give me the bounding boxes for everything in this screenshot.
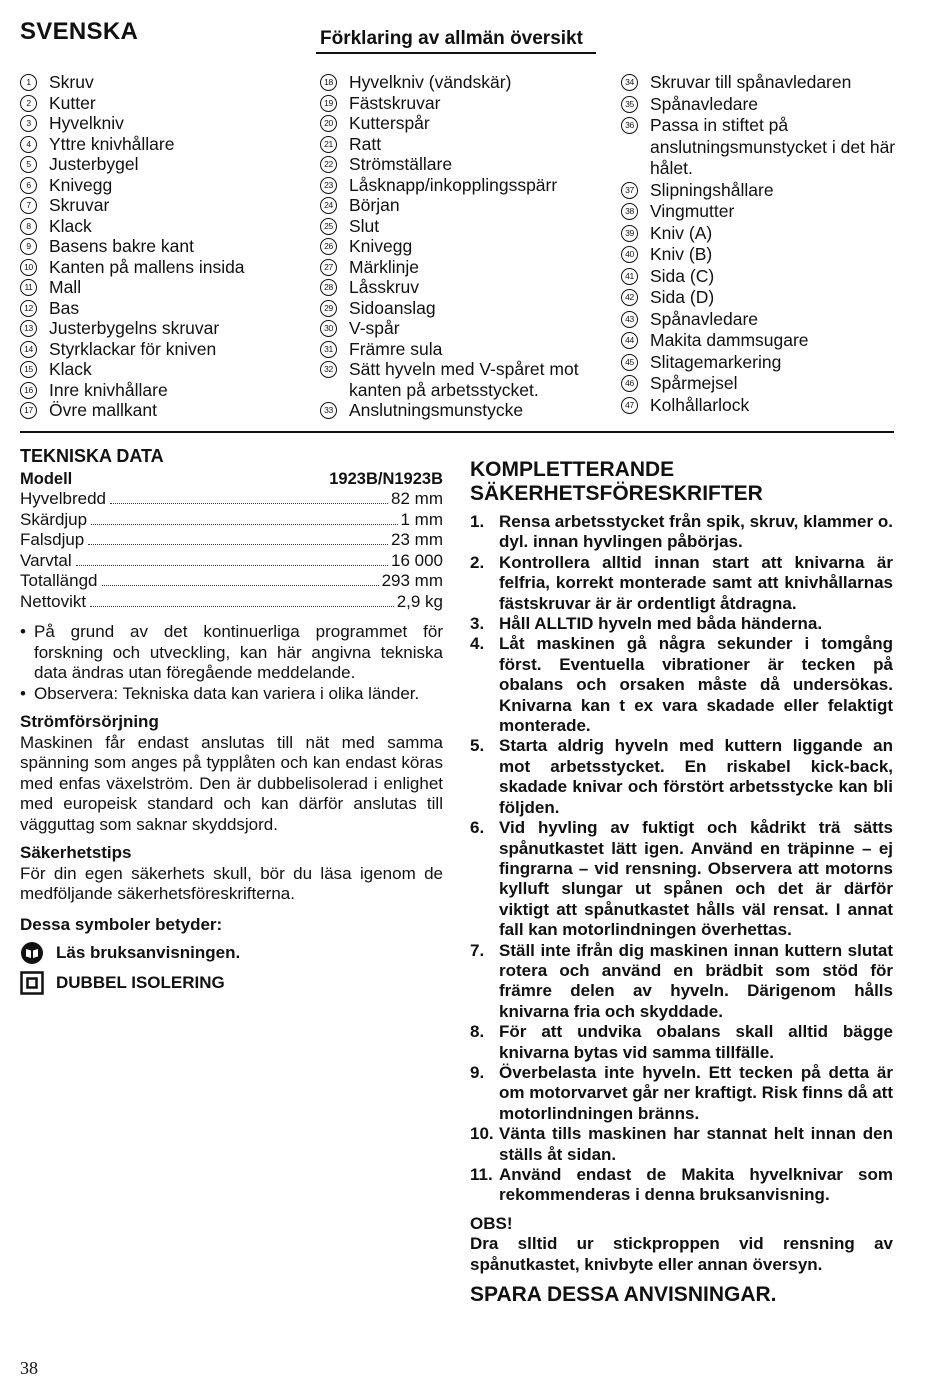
part-number-badge: 6 <box>20 177 37 194</box>
part-label: Bas <box>49 297 80 318</box>
rule-text: Överbelasta inte hyveln. Ett tecken på detta är om motorvarvet går ner kraftigt. Risk finns då att motorlindningen bränns. <box>499 1062 893 1123</box>
part-number-badge: 44 <box>621 332 638 349</box>
spec-leader-dots <box>88 544 388 545</box>
part-label: Strömställare <box>349 154 453 174</box>
part-label: Mall <box>49 277 82 297</box>
double-insulation-symbol-row <box>20 971 443 995</box>
part-number-badge: 40 <box>621 246 638 263</box>
part-item <box>621 330 896 352</box>
model-value: 1923B/N1923B <box>329 469 443 488</box>
part-label: Sidoanslag <box>349 297 436 318</box>
part-number-badge: 10 <box>20 259 37 276</box>
safety-rule <box>470 1124 893 1165</box>
part-item <box>621 395 896 417</box>
part-item <box>320 175 605 196</box>
part-label: Slipningshållare <box>650 179 774 200</box>
rule-text: Kontrollera alltid innan start att knivarna är felfria, korrekt monterade samt att knivhållarnas fästskruvar är är ordentligt åtdragna. <box>499 552 893 613</box>
spec-value: 23 mm <box>391 530 443 549</box>
overview-title: Förklaring av allmän översikt <box>320 28 583 49</box>
part-number-badge: 43 <box>621 311 638 328</box>
spec-row <box>20 510 443 531</box>
part-number-badge: 2 <box>20 95 37 112</box>
part-label: Hyvelkniv <box>49 113 124 133</box>
part-label: Styrklackar för kniven <box>49 338 217 359</box>
part-label: Knivegg <box>49 174 113 195</box>
safety-rules-list <box>470 512 893 1206</box>
power-title: Strömförsörjning <box>20 712 159 731</box>
spec-value: 1 mm <box>400 509 443 529</box>
part-item <box>320 195 605 216</box>
part-item <box>320 318 605 339</box>
rule-number: 3. <box>470 614 485 634</box>
spec-row <box>20 571 443 592</box>
rule-number: 9. <box>470 1062 485 1082</box>
part-number-badge: 27 <box>320 259 337 276</box>
part-label: Övre mallkant <box>49 400 157 420</box>
part-number-badge: 22 <box>320 156 337 173</box>
part-label: Klack <box>49 359 92 379</box>
part-number-badge: 42 <box>621 289 638 306</box>
safety-rule <box>470 941 893 1023</box>
part-item <box>621 309 896 331</box>
part-label: Klack <box>49 215 92 236</box>
rule-number: 2. <box>470 552 485 572</box>
spec-value: 16 000 <box>391 550 443 570</box>
spec-leader-dots <box>110 503 388 504</box>
part-number-badge: 29 <box>320 300 337 317</box>
safety-rule <box>470 512 893 553</box>
part-item <box>20 339 300 360</box>
part-label: Kniv (B) <box>650 244 713 264</box>
part-item <box>621 287 896 309</box>
part-number-badge: 19 <box>320 95 337 112</box>
part-label: Kutter <box>49 92 96 113</box>
part-number-badge: 12 <box>20 300 37 317</box>
safety-rule <box>470 634 893 736</box>
part-label: Början <box>349 195 400 215</box>
symbols-title: Dessa symboler betyder: <box>20 914 223 934</box>
obs-text: Dra slltid ur stickproppen vid rensning av spånutkastet, knivbyte eller annan översyn. <box>470 1234 893 1274</box>
part-label: Fästskruvar <box>349 92 441 113</box>
safety-rule <box>470 614 893 634</box>
part-label: Kniv (A) <box>650 222 713 243</box>
part-item <box>621 352 896 374</box>
rule-text: För att undvika obalans skall alltid bägge knivarna bytas vid samma tillfälle. <box>499 1022 893 1062</box>
part-label: Ratt <box>349 133 382 154</box>
part-item <box>320 216 605 237</box>
part-item <box>621 72 896 94</box>
read-manual-icon <box>20 941 44 965</box>
part-number-badge: 38 <box>621 203 638 220</box>
spec-table <box>20 489 443 612</box>
part-number-badge: 46 <box>621 375 638 392</box>
part-item <box>320 277 605 298</box>
tech-note-text: På grund av det kontinuerliga programmet för forskning och utveckling, kan här angivna tekniska data ändras utan föregående meddelande. <box>34 622 443 682</box>
part-number-badge: 47 <box>621 397 638 414</box>
part-item <box>20 277 300 298</box>
tech-notes <box>20 622 443 704</box>
part-label: Justerbygelns skruvar <box>49 318 220 338</box>
part-number-badge: 17 <box>20 402 37 419</box>
part-item <box>20 195 300 216</box>
rule-number: 5. <box>470 736 485 756</box>
part-label: Spårmejsel <box>650 373 738 393</box>
double-insulation-icon <box>20 971 44 995</box>
spec-label: Skärdjup <box>20 509 88 529</box>
part-item <box>320 93 605 114</box>
model-row <box>20 469 443 490</box>
read-manual-symbol-row <box>20 941 443 965</box>
part-item <box>20 298 300 319</box>
part-label: Skruvar till spånavledaren <box>650 72 852 92</box>
part-number-badge: 8 <box>20 218 37 235</box>
spec-label: Hyvelbredd <box>20 489 106 508</box>
save-instructions: SPARA DESSA ANVISNINGAR. <box>470 1283 777 1307</box>
part-item <box>621 94 896 116</box>
part-number-badge: 45 <box>621 354 638 371</box>
rule-text: Låt maskinen gå några sekunder i tomgång först. Eventuella vibrationer är tecken på obalans och orsaken måste då undersökas. Knivarna kan t ex vara skadade eller felaktigt monterade. <box>499 634 893 736</box>
spec-label: Varvtal <box>20 550 72 570</box>
part-label: Slut <box>349 215 380 236</box>
part-label: Kutterspår <box>349 113 430 133</box>
parts-column-2 <box>320 72 605 421</box>
tech-note-text: Observera: Tekniska data kan variera i olika länder. <box>34 683 420 703</box>
part-number-badge: 35 <box>621 96 638 113</box>
part-number-badge: 26 <box>320 238 337 255</box>
part-number-badge: 24 <box>320 197 337 214</box>
part-label: Makita dammsugare <box>650 330 809 350</box>
spec-value: 2,9 kg <box>396 591 443 611</box>
part-item <box>20 216 300 237</box>
part-number-badge: 15 <box>20 361 37 378</box>
safety-rule <box>470 818 893 940</box>
part-item <box>320 400 605 421</box>
bullet-icon: • <box>20 683 26 703</box>
part-item <box>621 244 896 266</box>
part-label: Skruv <box>49 72 94 92</box>
rule-text: Vid hyvling av fuktigt och kådrikt trä sätts spånutkastet lätt igen. Använd en träpinne – ej fingrarna – vid rensning. Observera att motorns kylluft slungar ut spånen och det är därför viktigt att spånutkastet hålls väl rensat. I annat fall kan motorlindningen överhettas. <box>499 818 893 940</box>
right-column <box>470 458 893 1305</box>
part-label: Vingmutter <box>650 201 735 221</box>
spec-label: Nettovikt <box>20 591 87 611</box>
part-label: V-spår <box>349 318 400 338</box>
safety-rule <box>470 553 893 614</box>
spec-row <box>20 489 443 510</box>
rule-number: 7. <box>470 940 485 960</box>
part-label: Hyvelkniv (vändskär) <box>349 72 512 92</box>
part-number-badge: 13 <box>20 320 37 337</box>
part-number-badge: 5 <box>20 156 37 173</box>
part-label: Knivegg <box>349 236 413 256</box>
part-label: Kanten på mallens insida <box>49 256 245 277</box>
spec-row <box>20 530 443 551</box>
rule-text: Vänta tills maskinen har stannat helt innan den ställs åt sidan. <box>499 1124 893 1164</box>
part-label: Passa in stiftet på anslutningsmunstycket i det här hålet. <box>650 115 896 178</box>
page-number: 38 <box>20 1358 38 1378</box>
obs-title: OBS! <box>470 1213 513 1233</box>
part-label: Basens bakre kant <box>49 236 194 256</box>
part-item <box>20 318 300 339</box>
part-label: Sida (D) <box>650 287 715 307</box>
safety-rules-title: KOMPLETTERANDE SÄKERHETSFÖRESKRIFTER <box>470 458 763 505</box>
part-number-badge: 18 <box>320 74 337 91</box>
parts-column-3 <box>621 72 896 416</box>
part-number-badge: 33 <box>320 402 337 419</box>
tech-note <box>20 684 443 705</box>
part-label: Yttre knivhållare <box>49 133 175 154</box>
safety-rule <box>470 1022 893 1063</box>
overview-underline <box>316 52 596 54</box>
part-item <box>20 359 300 380</box>
part-item <box>320 298 605 319</box>
part-item <box>320 134 605 155</box>
part-label: Kolhållarlock <box>650 394 750 415</box>
part-item <box>20 72 300 93</box>
part-number-badge: 25 <box>320 218 337 235</box>
part-label: Främre sula <box>349 338 443 359</box>
rule-number: 1. <box>470 512 485 531</box>
part-number-badge: 23 <box>320 177 337 194</box>
part-item <box>20 236 300 257</box>
rule-number: 11. <box>470 1165 493 1184</box>
part-number-badge: 16 <box>20 382 37 399</box>
section-divider <box>20 431 894 433</box>
spec-label: Totallängd <box>20 571 98 590</box>
part-label: Justerbygel <box>49 154 139 174</box>
part-item <box>320 72 605 93</box>
rule-text: Starta aldrig hyveln med kuttern liggande an mot arbetsstycket. En riskabel kick-back, skadade knivar och förstört arbetsstycke kan bli följden. <box>499 736 893 817</box>
safety-rule <box>470 1165 893 1206</box>
spec-leader-dots <box>90 606 394 607</box>
part-label: Slitagemarkering <box>650 351 782 372</box>
model-label: Modell <box>20 469 73 488</box>
spec-value: 82 mm <box>391 489 443 508</box>
spec-label: Falsdjup <box>20 530 85 549</box>
part-label: Anslutningsmunstycke <box>349 400 524 420</box>
part-item <box>320 236 605 257</box>
part-item <box>320 359 605 400</box>
part-number-badge: 41 <box>621 268 638 285</box>
part-item <box>320 257 605 278</box>
safety-tip-text: För din egen säkerhets skull, bör du läsa igenom de medföljande säkerhetsföreskrifterna. <box>20 863 443 903</box>
rule-number: 8. <box>470 1022 485 1042</box>
part-item <box>621 223 896 245</box>
spec-row <box>20 551 443 572</box>
safety-rule <box>470 1063 893 1124</box>
part-number-badge: 39 <box>621 225 638 242</box>
spec-leader-dots <box>102 585 379 586</box>
part-number-badge: 11 <box>20 279 37 296</box>
power-text: Maskinen får endast anslutas till nät med samma spänning som anges på typplåten och kan endast köras med enfas växelström. Den är dubbelisolerad i enlighet med europeisk standard och kan därför anslutas till vägguttag som saknar skyddsjord. <box>20 732 443 834</box>
part-item <box>20 113 300 134</box>
part-item <box>621 115 896 180</box>
double-insulation-label: DUBBEL ISOLERING <box>56 972 225 992</box>
part-number-badge: 9 <box>20 238 37 255</box>
tech-data-title: TEKNISKA DATA <box>20 446 164 466</box>
part-item <box>621 266 896 288</box>
language-heading: SVENSKA <box>20 18 139 45</box>
part-item <box>320 339 605 360</box>
part-item <box>20 400 300 421</box>
safety-rule <box>470 736 893 818</box>
rule-text: Håll ALLTID hyveln med båda händerna. <box>499 614 823 634</box>
part-label: Skruvar <box>49 195 110 215</box>
parts-column-1 <box>20 72 300 421</box>
part-label: Sätt hyveln med V-spåret mot kanten på arbetsstycket. <box>349 359 579 400</box>
spec-value: 293 mm <box>381 571 443 590</box>
part-label: Märklinje <box>349 256 420 277</box>
part-number-badge: 4 <box>20 136 37 153</box>
part-number-badge: 7 <box>20 197 37 214</box>
rule-text: Använd endast de Makita hyvelknivar som rekommenderas i denna bruksanvisning. <box>499 1165 893 1205</box>
part-number-badge: 34 <box>621 74 638 91</box>
read-manual-label: Läs bruksanvisningen. <box>56 942 241 962</box>
part-number-badge: 20 <box>320 115 337 132</box>
rule-number: 4. <box>470 634 485 654</box>
part-number-badge: 21 <box>320 136 337 153</box>
part-item <box>621 373 896 395</box>
part-label: Inre knivhållare <box>49 379 168 400</box>
spec-row <box>20 592 443 613</box>
part-label: Sida (C) <box>650 265 715 286</box>
rule-text: Ställ inte ifrån dig maskinen innan kuttern slutat rotera och använd en brädbit som stöd för främre delen av hyveln. Därigenom hålls knivarna fria och skyddade. <box>499 940 893 1021</box>
part-item <box>20 154 300 175</box>
safety-tip-title: Säkerhetstips <box>20 843 132 862</box>
part-item <box>621 180 896 202</box>
part-item <box>20 134 300 155</box>
part-item <box>621 201 896 223</box>
part-item <box>20 257 300 278</box>
part-number-badge: 1 <box>20 74 37 91</box>
part-number-badge: 37 <box>621 182 638 199</box>
part-number-badge: 31 <box>320 341 337 358</box>
part-item <box>20 380 300 401</box>
spec-leader-dots <box>76 565 388 566</box>
part-item <box>320 154 605 175</box>
part-number-badge: 30 <box>320 320 337 337</box>
part-number-badge: 14 <box>20 341 37 358</box>
part-label: Låsskruv <box>349 277 420 297</box>
part-number-badge: 28 <box>320 279 337 296</box>
part-number-badge: 36 <box>621 117 638 134</box>
part-label: Spånavledare <box>650 308 758 329</box>
left-column <box>20 446 443 995</box>
part-item <box>320 113 605 134</box>
rule-number: 6. <box>470 818 485 838</box>
rule-number: 10. <box>470 1124 494 1144</box>
part-number-badge: 3 <box>20 115 37 132</box>
bullet-icon: • <box>20 622 26 641</box>
part-label: Spånavledare <box>650 93 758 114</box>
part-label: Låsknapp/inkopplingsspärr <box>349 174 558 195</box>
spec-leader-dots <box>91 524 397 525</box>
part-item <box>20 175 300 196</box>
part-number-badge: 32 <box>320 361 337 378</box>
part-item <box>20 93 300 114</box>
tech-note <box>20 622 443 684</box>
rule-text: Rensa arbetsstycket från spik, skruv, klammer o. dyl. innan hyvlingen påbörjas. <box>499 512 893 552</box>
